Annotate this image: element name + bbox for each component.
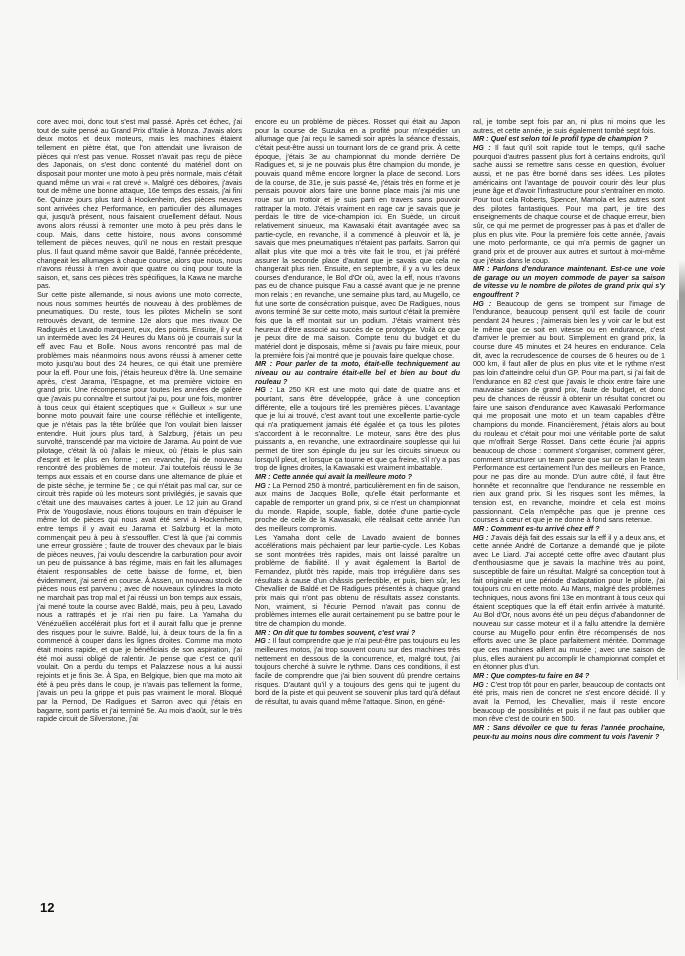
speaker-label: HG : <box>473 142 491 152</box>
question-text: Cette année qui avait la meilleure moto ? <box>272 471 412 481</box>
speaker-label: HG : <box>473 679 489 689</box>
page-number: 12 <box>40 900 55 915</box>
question-text: Parlons d'endurance maintenant. Est-ce une voie de garage ou un moyen commode de payer sa saison de vitesse vu le nombre de pilotes de grand prix qui s'y engouffrent ? <box>473 264 665 300</box>
interview-answer <box>473 681 665 724</box>
answer-text: Il faut comprendre que je n'ai peut-être pas toujours eu les meilleures motos, j'ai trop souvent couru sur des machines très nettement en dessous de la concurrence, et, malgré tout, j'ai toujours cherché à suivre le rythme. Dans ces conditions, il est facile de comprendre que j'ai bien souvent dû prendre certains risques. D'autant qu'il y a toujours des gens qui te jugent du bord de la piste et qui peuvent se souvenir plus tard qu'à défaut de résultat, tu avais quand même l'attaque. Sinon, en géné- <box>255 636 461 706</box>
text-column-1 <box>37 118 242 724</box>
interview-question <box>473 265 665 300</box>
speaker-label: MR : <box>473 671 489 680</box>
question-text: Pour parler de ta moto, était-elle techniquement au niveau ou au contraire était-elle bel et bien au bout du rouleau ? <box>255 359 460 386</box>
speaker-label: MR : <box>473 264 490 274</box>
text-column-2 <box>255 118 460 707</box>
answer-text: La Pernod 250 à montré, particulièrement en fin de saison, aux mains de Jacques Bolle, qu'elle était performante et capable de remporter un grand prix, si ce n'est un championnat du monde. Rapide, souple, fiable, dotée d'une partie-cycle proche de celle de la Kawasaki, elle réalisait cette année l'un des meilleurs compromis. <box>255 480 460 533</box>
interview-question <box>473 724 665 741</box>
question-text: Quel est selon toi le profil type de champion ? <box>490 134 648 144</box>
paragraph-text: Les Yamaha dont celle de Lavado avaient de bonnes accélérations mais péchaient par leur partie-cycle. Les Kobas se sont montrées très rapides, mais ont laissé paraître un problème de fiabilité. Il y avait également la Bartol de Fernandez, plutôt très rapide, mais trop irrégulière dans ses résultats à cause d'un châssis perfectible, et puis, bien sûr, les Chevallier de Baldé et De Radigues présentés à chaque grand prix mais qui n'ont pas obtenu de résultats assez constants. Non, vraiment, si l'écurie Pernod n'avait pas connu de problèmes internes elle aurait certainement pu se battre pour le titre de champion du monde. <box>255 532 460 629</box>
interview-answer <box>255 482 460 534</box>
page-edge-shadow <box>679 260 685 690</box>
speaker-label: MR : <box>255 359 273 369</box>
speaker-label: MR : <box>473 722 490 732</box>
paragraph-text: ral, je tombe sept fois par an, ni plus ni moins que les autres, et cette année, je suis également tombé sept fois. <box>473 117 665 135</box>
question-text: Sans dévoiler ce que tu feras l'année prochaine, peux-tu au moins nous dire comment tu vois l'avenir ? <box>473 722 665 741</box>
speaker-label: HG : <box>255 636 271 646</box>
speaker-label: HG : <box>473 298 492 308</box>
speaker-label: MR : <box>255 627 271 637</box>
speaker-label: HG : <box>473 532 489 542</box>
paragraph <box>473 118 665 135</box>
paragraph <box>255 118 460 360</box>
text-column-3 <box>473 118 665 741</box>
speaker-label: HG : <box>255 385 273 395</box>
paragraph <box>37 291 242 724</box>
paragraph <box>255 534 460 629</box>
answer-text: La 250 KR est une moto qui date de quatre ans et pourtant, sans être développée, grâce à une conception différente, elle a toujours tiré les premières pièces. L'avantage que je lui ai trouvé, c'est avant tout une excellente partie-cycle qui n'a pratiquement jamais été égalée et ça tous les pilotes s'accordent à le reconnaître. Le moteur, sans être des plus puissants a, en revanche, une extraordinaire souplesse qui lui permet de tirer son épingle du jeu sur les circuits sinueux ou lorsqu'il pleut, et lorsque ça tourne et que ça freine, s'il n'y a pas trop de lignes droites, la Kawasaki est vraiment imbattable. <box>255 385 460 473</box>
paragraph-text: encore eu un problème de pièces. Rosset qui était au Japon pour la course de Suzuka en a profité pour m'expédier un allumage que j'ai reçu le samedi soir après la séance d'essais, c'était peut-être aussi un tournant lors de ce grand prix. À cette époque, j'étais 3e au championnat du monde derrière De Radigues et, si je ne pouvais plus être champion du monde, je pouvais quand même encore lorgner la place de second. Lors de la course, de 31e, je suis passé 4e, j'étais très en forme et je pensais pouvoir alors faire une bonne place mais j'ai mis une roue sur un trottoir et je suis parti en travers sans pouvoir rattraper la moto. J'étais vraiment en rage car je savais que je perdais le titre de vice-champion ici. En Suède, un circuit relativement sinueux, ma Kawasaki était avantagée avec sa partie-cycle, en revanche, il a commencé à pleuvoir et là, je savais que mes pneumatiques n'étaient pas parfaits. Sarron qui allait plus vite que moi a très vite fait le trou, et j'ai préféré assurer la seconde place d'autant que je savais que cela ne changerait plus rien. Ensuite, en septembre, il y a vu les deux courses d'endurance, le Bol d'Or où, avec la eff, nous n'avons pas eu de chance puisque Fau a cassé avant que je ne prenne mon relais ; en revanche, une semaine plus tard, au Mugello, ce fut une sorte de consécration puisque, avec De Radigues, nous avons terminé 3e sur cette moto, mais surtout c'était la première fois que la eff montait sur un podium. J'étais vraiment très heureux d'être associé au succès de ce prototype. Voilà ce que je peux dire de ma saison. Compte tenu du budget et du matériel dont je disposais, même si j'avais pu faire mieux, pour la première fois j'ai montré que je pouvais faire quelque chose. <box>255 117 460 360</box>
interview-answer <box>473 144 665 265</box>
speaker-label: MR : <box>473 134 489 144</box>
speaker-label: MR : <box>473 523 489 533</box>
interview-question <box>255 360 460 386</box>
answer-text: C'est trop tôt pour en parler, beaucoup de contacts ont été pris, mais rien de concret ne s'est encore décidé. Il y avait la Pernod, les Chevallier, mais il reste encore beaucoup de possibilités et puis il ne faut pas oublier que mon rêve c'est de courir en 500. <box>473 679 666 724</box>
paragraph-text: core avec moi, donc tout s'est mal passé. Après cet échec, j'ai tout de suite pensé au Grand Prix d'Italie à Monza. J'avais alors deux motos et deux moteurs, mais les machines étaient tellement en piètre état, que l'on attendait une livraison de pièces qui n'est pas venue. Rosset n'avait pas reçu de pièce des Japonais, on s'est donc contenté du matériel dont on disposait pour monter une moto à peu près normale, mais c'était quand même un vrai « rat crevé ». Malgré ces déboires, j'avais tout de même une bonne attaque, 16e temps des essais, j'ai fini 6e. Quinze jours plus tard à Hockenheim, des pièces neuves sont arrivées chez Performance, en particulier des allumages qui, jusqu'à présent, nous faisaient cruellement défaut. Nous avons alors réussi à remonter une moto à peu près dans le coup. Mais, dans cette histoire, nous avons consommé tellement de pièces neuves, qu'il ne nous en restait presque plus. Il faut quand même savoir que Baldé, l'année précédente, changeait les allumages à chaque course, alors que nous, nous n'avons réussi à n'en avoir que quatre ou cinq pour toute la saison, et, sans ces pièces très spécifiques, la Kawa ne marche pas. <box>37 117 242 291</box>
page-edge-line <box>677 300 678 680</box>
answer-text: Beaucoup de gens se trompent sur l'image de l'endurance, beaucoup pensent qu'il est facile de courir pendant 24 heures ; j'aimerais bien les y voir car le but est le même que ce soit en vitesse ou en endurance, c'est d'arriver le premier au bout. Simplement en grand prix, la course dure 45 minutes et 24 heures en endurance. Cela dit, avec la recrudescence de courses de 6 heures ou de 1 000 km, il faut aller de plus en plus vite et le rythme n'est pas loin d'atteindre celui d'un GP. Pour ma part, si j'ai fait de l'endurance en 82 c'est que j'avais le choix entre faire une mauvaise saison de grand prix, faute de budget, et donc peu de chances de réussir à obtenir un résultat concret ou faire une saison d'endurance avec Kawasaki Performance qui me proposait une moto et un team capables d'être champions du monde. Financièrement, j'étais alors au bout du rouleau et c'était pour moi une véritable porte de salut que m'offrait Serge Rosset. Dans cette écurie j'ai appris beaucoup de chose : comment s'organiser, comment gérer, comment structurer un team parce que sur ce plan le team Performance est certainement l'un des meilleurs en France, pour ne pas dire au monde. D'un autre côté, il faut être honnête et reconnaître que l'endurance ne ressemble en rien aux grand prix. Si les risques sont les mêmes, la tension est, en revanche, moindre et cela est moins passionnant. Cela n'empêche pas que je prenne ces courses à cœur et que je ne donne à fond sans retenue. <box>473 298 665 525</box>
interview-answer <box>255 637 460 706</box>
question-text: Comment es-tu arrivé chez eff ? <box>490 523 600 533</box>
question-text: Que comptes-tu faire en 84 ? <box>490 671 590 680</box>
speaker-label: MR : <box>255 471 271 481</box>
interview-answer <box>255 386 460 473</box>
question-text: On dit que tu tombes souvent, c'est vrai ? <box>272 627 416 637</box>
interview-answer <box>473 534 665 673</box>
interview-answer <box>473 300 665 525</box>
answer-text: Il faut qu'il soit rapide tout le temps, qu'il sache pourquoi d'autres passent plus fort à certains endroits, qu'il sache aussi se remettre sans cesse en question, évoluer aussi, et ne pas être borné dans ses idées. Les pilotes américains ont l'avantage de pouvoir courir dès leur plus jeune âge et d'avoir l'infrastructure pour s'entraîner en moto. Pour tout cela Roberts, Spencer, Mamola et les autres sont des pilotes fantastiques. Pour ma part, je tire des enseignements de chaque course et de chaque erreur, bien sûr, ce qui me permet de progresser pas à pas et d'aller de plus en plus vite. Pour la première fois cette année, j'avais une moto performante, ce qui m'a permis de gagner un grand prix et de prouver aux autres et surtout à moi-même que j'étais dans le coup. <box>473 142 665 265</box>
speaker-label: HG : <box>255 480 271 490</box>
paragraph <box>37 118 242 291</box>
paragraph-text: Sur cette piste allemande, si nous avions une moto correcte, nous nous sommes heurtés de nouveau à des problèmes de pneumatiques. Du reste, tous les pilotes Michelin se sont retrouvés devant, de termine 12e alors que mes rivaux De Radiguès et Lavado marquent, eux, des points. Ensuite, il y eut un intermède avec les 24 Heures du Mans où je courrais sur la eff avec Fau et Bolle. Nous avons rencontré pas mal de problèmes mais néanmoins nous avons réussi à amener cette moto jusqu'au bout des 24 heures, ce qui était une première pour la eff. Pour une fois, j'étais heureux d'être là. Une semaine après, c'est Jarama, l'Espagne, et ma première victoire en grand prix. Une récompense pour toutes les années de galère que j'avais pu connaître et surtout j'ai pu, pour une fois, montrer à tous ceux qui étaient sceptiques que « Guilleux » sur une bonne moto pouvait faire une course réfléchie et intelligente, que je n'étais pas la tête brûlée que l'on voulait bien laisser entendre. Huit jours plus tard, à Salzburg, j'étais un peu survolté, transcendé par ma victoire de Jarama. Au point de vue pilotage, c'était là où j'allais le mieux, où j'étais le plus sain d'esprit et le plus en forme ; en revanche, j'ai de nouveau rencontré des problèmes de moteur. J'ai toutefois réussi le 3e temps aux essais et en course dans une alternance de pluie et de piste sèche, je termine 5e ; ce qui n'était pas mal car, sur ce circuit très rapide où les moteurs sont privilégiés, je savais que c'était une des mauvaises cartes à jouer. Le 12 juin au Grand Prix de Yougoslavie, nous étions toujours en train d'épuiser le même lot de pièces qui nous avait été servi à Hockenheim, entre temps il y avait eu Jarama et Salzburg et la moto commençait peu à peu à s'essouffler. C'est là que j'ai commis une erreur grossière ; faute de trouver des chevaux par le biais de pièces neuves, j'ai voulu descendre la carburation pour avoir un peu de puissance à bas régime, mais en fait les allumages étaient responsables de cette baisse de forme, et, bien évidemment, j'ai serré en course. À Assen, un nouveau stock de pièces nous est parvenu ; avec de nouveaux cylindres la moto ne marchait pas trop mal et j'ai réussi un bon temps aux essais, j'ai mené toute la course avec Baldé, mais, peu à peu, Lavado nous a rattrapés et je n'ai rien pu faire. La Yamaha du Vénézuélien accélérait plus fort et il aurait fallu que je prenne des risques pour le suivre. Baldé, lui, à deux tours de la fin a commencé à couper dans les lignes droites. Comme ma moto était moins rapide, et que je bénéficiais de son aspiration, j'ai été moi aussi obligé de ralentir. Je pense que c'est ce qu'il voulait. On a perdu du temps et Palazzese nous a lui aussi rejoints et je finis 3e. À Spa, en Belgique, bien que ma moto ait été à peu près dans le coup, je n'avais pas tellement la forme, j'avais un peu la grippe et puis pas vraiment le moral. Bloqué par la Pernod, De Radigues et Sarron avec qui j'étais en bagarre, sont partis et j'ai terminé 5e. Au mois d'août, sur le très rapide circuit de Silverstone, j'ai <box>37 290 242 724</box>
answer-text: J'avais déjà fait des essais sur la eff il y a deux ans, et cette année André de Cortanze a demandé que je pilote avec Le Liard. J'ai accepté cette offre avec d'autant plus d'enthousiasme que je savais la machine très au point, susceptible de faire un résultat. Malgré sa conception tout à fait originale et une période d'adaptation pour le pilote, j'ai toujours cru en cette moto. Au Mans, malgré des problèmes techniques, nous avons fini 13e en montrant à tous ceux qui étaient sceptiques que la eff était enfin arrivée à maturité. Au Bol d'Or, nous avons été un peu déçus d'abandonner de nouveau sur casse moteur et il a fallu attendre la dernière course au Mugello pour enfin être récompensés de nos efforts avec une 3e place parfaitement méritée. Dommage que ces machines aillent au musée ; avec une saison de plus, elles auraient pu accomplir le championnat complet et en étonner plus d'un. <box>473 532 666 672</box>
